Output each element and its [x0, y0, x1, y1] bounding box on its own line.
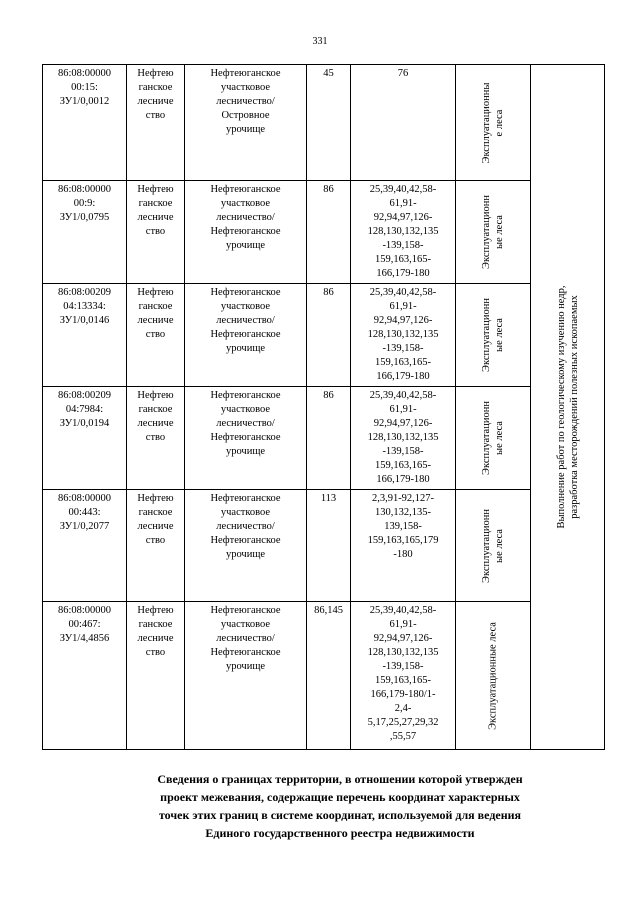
district-name [185, 284, 307, 387]
plot-numbers-line: 2,4- [394, 703, 412, 714]
forest-category-text [480, 401, 506, 475]
plot-numbers-line: 159,163,165,179 [367, 535, 439, 546]
cadastral-number [43, 181, 127, 284]
plot-numbers [351, 284, 456, 387]
heading-line: Единого государственного реестра недвижимости [205, 826, 475, 840]
plot-numbers-line: 25,39,40,42,58- [369, 605, 437, 616]
plot-numbers-line: 166,179-180 [376, 474, 430, 485]
forestry-name-line: Нефтею [137, 493, 174, 504]
forest-category-line: ые леса [494, 421, 505, 455]
table-row [43, 602, 605, 750]
page-number: 331 [312, 36, 328, 47]
plot-numbers-line: 92,94,97,126- [373, 633, 433, 644]
district-name-line: урочище [225, 549, 266, 560]
quarter-number: 45 [307, 65, 351, 181]
plot-numbers [351, 602, 456, 750]
district-name-line: Нефтеюганское [210, 390, 281, 401]
cadastral-number-line: 00:15: [71, 82, 98, 93]
plot-numbers-line: ,55,57 [389, 731, 417, 742]
district-name-line: лесничество/ [216, 521, 275, 532]
cadastral-number [43, 602, 127, 750]
district-name-line: лесничество/ [216, 633, 275, 644]
district-name-line: Островное [221, 110, 270, 121]
district-name-line: участковое [220, 619, 271, 630]
plot-numbers-line: 159,163,165- [375, 357, 431, 368]
forestry-name [127, 181, 185, 284]
cadastral-number-line: ЗУ1/0,0146 [59, 315, 110, 326]
forest-category [456, 387, 531, 490]
usage-purpose-text [555, 285, 581, 528]
district-name-line: лесничество/ [216, 96, 275, 107]
table-row [43, 490, 605, 602]
section-heading [80, 770, 600, 842]
forest-category-line: Эксплуатационн [481, 298, 492, 372]
plot-numbers-line: 166,179-180 [376, 371, 430, 382]
forest-category [456, 65, 531, 181]
plot-numbers-line: 92,94,97,126- [373, 212, 433, 223]
forest-category-text [480, 509, 506, 583]
forest-category-text [480, 298, 506, 372]
forest-category [456, 490, 531, 602]
plot-numbers-line: 128,130,132,135 [367, 647, 439, 658]
forest-category-line: Эксплуатационн [481, 508, 492, 583]
forest-category [456, 181, 531, 284]
forestry-name-line: ство [145, 329, 166, 340]
forestry-name [127, 387, 185, 490]
district-name-line: лесничество/ [216, 418, 275, 429]
district-name-line: Нефтеюганское [210, 226, 281, 237]
forest-category-text [487, 622, 500, 730]
plot-numbers-line: 61,91- [389, 619, 417, 630]
forest-category-line: Эксплуатационн [481, 401, 492, 475]
plot-numbers [351, 490, 456, 602]
forestry-name [127, 65, 185, 181]
forestry-name [127, 602, 185, 750]
plot-numbers [351, 387, 456, 490]
plot-numbers-line: 25,39,40,42,58- [369, 287, 437, 298]
forestry-name-line: лесниче [137, 315, 174, 326]
district-name-line: Нефтеюганское [210, 184, 281, 195]
plot-numbers-line: 92,94,97,126- [373, 418, 433, 429]
cadastral-number-line: 86:08:00000 [57, 605, 112, 616]
forestry-name [127, 284, 185, 387]
cadastral-number [43, 387, 127, 490]
plot-numbers-line: -180 [393, 549, 413, 560]
forestry-name-line: Нефтею [137, 390, 174, 401]
plot-numbers-line: 25,39,40,42,58- [369, 184, 437, 195]
forestry-name-line: лесниче [137, 633, 174, 644]
quarter-number: 86 [307, 181, 351, 284]
plot-numbers-line: 92,94,97,126- [373, 315, 433, 326]
plot-numbers-line: 2,3,91-92,127- [371, 493, 435, 504]
forestry-name-line: ство [145, 226, 166, 237]
forest-category [456, 602, 531, 750]
table-row [43, 181, 605, 284]
plot-numbers-line: 159,163,165- [375, 460, 431, 471]
cadastral-number-line: ЗУ1/0,0795 [59, 212, 110, 223]
district-name-line: урочище [225, 343, 266, 354]
plot-numbers-line: 139,158- [384, 521, 422, 532]
forestry-name-line: ганское [138, 198, 173, 209]
district-name-line: Нефтеюганское [210, 493, 281, 504]
usage-purpose-line: Выполнение работ по геологическому изучению недр, [555, 285, 567, 529]
cadastral-number-line: ЗУ1/0,0012 [59, 96, 110, 107]
forestry-name-line: Нефтею [137, 287, 174, 298]
forestry-name-line: ганское [138, 619, 173, 630]
forest-category-line: Эксплуатационны [481, 82, 492, 163]
district-name-line: Нефтеюганское [210, 68, 281, 79]
forest-category [456, 284, 531, 387]
cadastral-number-line: ЗУ1/0,2077 [59, 521, 110, 532]
district-name-line: лесничество/ [216, 212, 275, 223]
district-name-line: участковое [220, 82, 271, 93]
forestry-name-line: ство [145, 110, 166, 121]
forest-plots-table [42, 64, 605, 750]
plot-numbers-line: -139,158- [382, 661, 424, 672]
plot-numbers [351, 65, 456, 181]
district-name-line: участковое [220, 404, 271, 415]
plot-numbers-line: 128,130,132,135 [367, 329, 439, 340]
district-name [185, 181, 307, 284]
district-name-line: Нефтеюганское [210, 647, 281, 658]
plot-numbers-line: 166,179-180/1- [370, 689, 436, 700]
district-name-line: Нефтеюганское [210, 287, 281, 298]
district-name [185, 602, 307, 750]
plot-numbers-line: -139,158- [382, 446, 424, 457]
forestry-name-line: лесниче [137, 521, 174, 532]
forestry-name-line: ство [145, 647, 166, 658]
forest-category-line: Эксплуатационные леса [487, 621, 499, 730]
forest-category-line: ые леса [494, 528, 505, 563]
cadastral-number-line: 04:7984: [65, 404, 104, 415]
plot-numbers-line: 159,163,165- [375, 254, 431, 265]
forestry-name-line: ганское [138, 82, 173, 93]
forest-category-text [480, 195, 506, 269]
quarter-number: 113 [307, 490, 351, 602]
district-name-line: участковое [220, 198, 271, 209]
cadastral-number [43, 284, 127, 387]
forestry-name-line: Нефтею [137, 605, 174, 616]
plot-numbers-line: 61,91- [389, 301, 417, 312]
plot-numbers-line: -139,158- [382, 343, 424, 354]
forestry-name-line: ство [145, 535, 166, 546]
plot-numbers-line: 130,132,135- [375, 507, 431, 518]
cadastral-number-line: 86:08:00209 [57, 287, 112, 298]
cadastral-number-line: 86:08:00209 [57, 390, 112, 401]
table-row [43, 387, 605, 490]
cadastral-number-line: 00:443: [68, 507, 101, 518]
cadastral-number [43, 65, 127, 181]
plot-numbers-line: 25,39,40,42,58- [369, 390, 437, 401]
district-name-line: лесничество/ [216, 315, 275, 326]
cadastral-number [43, 490, 127, 602]
heading-line: Сведения о границах территории, в отношении которой утвержден [157, 772, 523, 786]
district-name [185, 387, 307, 490]
forestry-name-line: ганское [138, 301, 173, 312]
forest-category-line: Эксплуатационн [481, 195, 492, 269]
plot-numbers-line: 61,91- [389, 404, 417, 415]
forestry-name-line: ганское [138, 507, 173, 518]
forest-category-line: ые леса [494, 215, 505, 249]
usage-purpose [531, 65, 605, 750]
plot-numbers-line: -139,158- [382, 240, 424, 251]
forestry-name-line: Нефтею [137, 184, 174, 195]
plot-numbers-line: 76 [397, 68, 409, 79]
forestry-name-line: лесниче [137, 212, 174, 223]
heading-line: проект межевания, содержащие перечень координат характерных [160, 790, 520, 804]
cadastral-number-line: 04:13334: [63, 301, 106, 312]
usage-purpose-line: разработка месторождений полезных ископаемых [568, 295, 580, 519]
forestry-name-line: лесниче [137, 96, 174, 107]
district-name [185, 65, 307, 181]
district-name-line: Нефтеюганское [210, 535, 281, 546]
plot-numbers-line: 5,17,25,27,29,32 [367, 717, 439, 728]
table-row [43, 284, 605, 387]
cadastral-number-line: ЗУ1/0,0194 [59, 418, 110, 429]
quarter-number: 86 [307, 387, 351, 490]
cadastral-number-line: 00:9: [73, 198, 96, 209]
plot-numbers-line: 159,163,165- [375, 675, 431, 686]
forestry-name [127, 490, 185, 602]
heading-line: точек этих границ в системе координат, используемой для ведения [158, 808, 522, 822]
cadastral-number-line: 00:467: [68, 619, 101, 630]
district-name-line: урочище [225, 661, 266, 672]
plot-numbers-line: 166,179-180 [376, 268, 430, 279]
district-name-line: Нефтеюганское [210, 329, 281, 340]
quarter-number: 86 [307, 284, 351, 387]
quarter-number: 86,145 [307, 602, 351, 750]
plot-numbers-line: 61,91- [389, 198, 417, 209]
cadastral-number-line: 86:08:00000 [57, 184, 112, 195]
plot-numbers-line: 128,130,132,135 [367, 226, 439, 237]
forestry-name-line: Нефтею [137, 68, 174, 79]
cadastral-number-line: ЗУ1/4,4856 [59, 633, 110, 644]
plot-numbers-line: 128,130,132,135 [367, 432, 439, 443]
district-name-line: Нефтеюганское [210, 605, 281, 616]
district-name-line: участковое [220, 301, 271, 312]
forest-category-line: е леса [494, 109, 505, 136]
district-name-line: Нефтеюганское [210, 432, 281, 443]
forest-category-line: ые леса [494, 318, 505, 352]
forestry-name-line: лесниче [137, 418, 174, 429]
plot-numbers [351, 181, 456, 284]
cadastral-number-line: 86:08:00000 [57, 68, 112, 79]
table-row [43, 65, 605, 181]
district-name-line: урочище [225, 124, 266, 135]
forestry-name-line: ганское [138, 404, 173, 415]
district-name-line: участковое [220, 507, 271, 518]
district-name-line: урочище [225, 240, 266, 251]
cadastral-number-line: 86:08:00000 [57, 493, 112, 504]
forest-category-text [480, 82, 506, 163]
forestry-name-line: ство [145, 432, 166, 443]
district-name [185, 490, 307, 602]
district-name-line: урочище [225, 446, 266, 457]
